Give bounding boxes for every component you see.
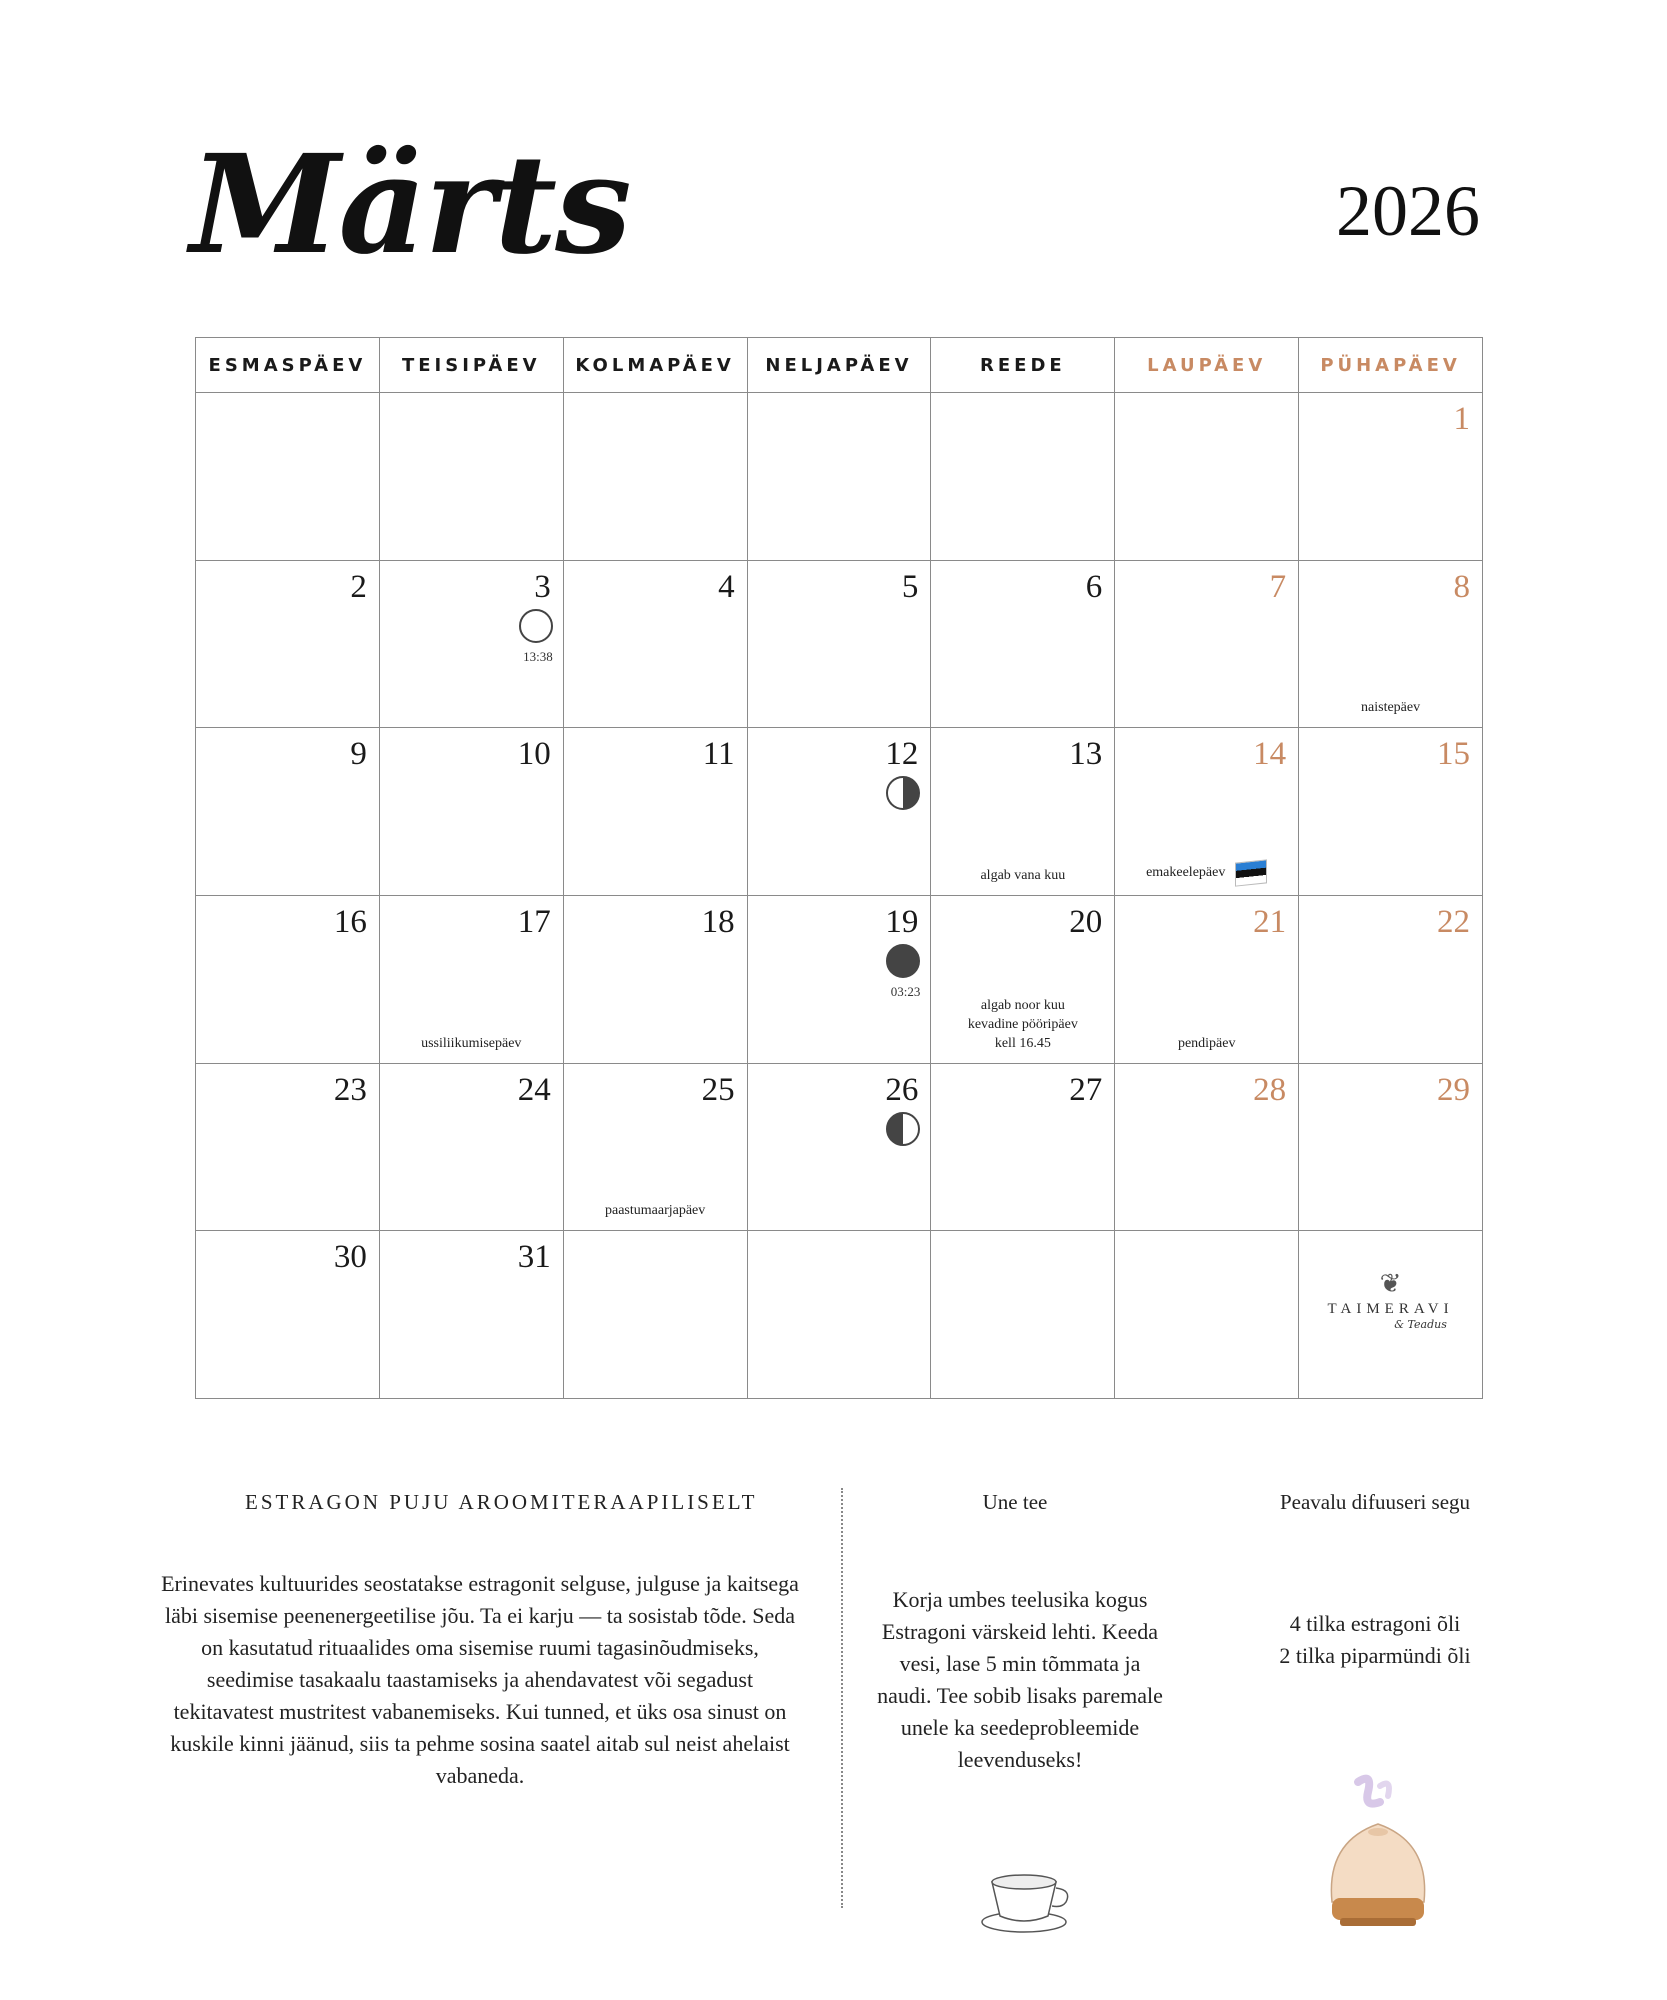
moon-time: 13:38 — [523, 648, 553, 664]
day-cell — [564, 728, 748, 896]
moon-phase-icon — [886, 1112, 920, 1146]
leaf-icon: ❦ — [1379, 1269, 1402, 1300]
day-number: 28 — [1253, 1071, 1287, 1108]
day-number: 26 — [885, 1071, 919, 1108]
day-cell — [380, 728, 564, 896]
calendar-grid — [195, 337, 1483, 1399]
day-cell — [380, 393, 564, 561]
day-cell — [380, 1064, 564, 1232]
day-note — [931, 996, 1114, 1053]
day-note — [931, 866, 1114, 885]
day-number: 21 — [1253, 904, 1287, 940]
day-cell — [1299, 393, 1483, 561]
day-cell — [748, 393, 932, 561]
day-number: 13 — [1069, 736, 1103, 773]
day-number: 10 — [517, 736, 551, 773]
weekday-header: PÜHAPÄEV — [1299, 338, 1483, 393]
tea-text: Korja umbes teelusika kogus Estragoni värskeid lehti. Keeda vesi, lase 5 min tõmmata ja naudi. Tee sobib lisaks paremale unele ka seedeprobleemide leevenduseks! — [877, 1587, 1163, 1772]
diffuser-text: 4 tilka estragoni õli 2 tilka piparmündi õli — [1279, 1611, 1471, 1668]
day-note — [1299, 698, 1482, 717]
day-cell — [196, 728, 380, 896]
day-number: 7 — [1269, 568, 1287, 605]
day-number: 4 — [718, 568, 735, 605]
weekday-header: REEDE — [931, 338, 1115, 393]
day-cell — [380, 896, 564, 1064]
day-cell — [564, 1064, 748, 1232]
day-cell — [380, 561, 564, 729]
day-cell — [931, 1064, 1115, 1232]
day-number: 29 — [1437, 1071, 1470, 1108]
day-cell — [1299, 1064, 1483, 1232]
day-number: 15 — [1437, 736, 1470, 773]
day-number: 12 — [885, 736, 919, 773]
day-number: 9 — [350, 736, 367, 773]
day-cell — [748, 561, 932, 729]
diffuser-title: Peavalu difuuseri segu — [1279, 1490, 1471, 1514]
day-number: 31 — [517, 1239, 551, 1276]
year-label: 2026 — [1336, 171, 1480, 251]
weekday-header: LAUPÄEV — [1115, 338, 1299, 393]
day-cell — [748, 728, 932, 896]
logo-sub: & Teadus — [1394, 1318, 1447, 1332]
day-number: 25 — [701, 1071, 735, 1108]
day-cell — [1115, 1064, 1299, 1232]
day-cell — [748, 1231, 932, 1399]
day-note-text: ussiliikumisepäev — [421, 1035, 522, 1051]
day-number: 30 — [333, 1239, 367, 1276]
day-number: 16 — [333, 904, 367, 940]
aromatherapy-title: ESTRAGON PUJU AROOMITERAAPILISELT — [245, 1490, 758, 1514]
day-number: 11 — [702, 736, 735, 773]
day-cell — [196, 896, 380, 1064]
day-cell — [196, 561, 380, 729]
day-number: 14 — [1253, 736, 1287, 773]
day-number: 1 — [1453, 401, 1470, 437]
day-cell — [564, 561, 748, 729]
day-number: 19 — [885, 904, 919, 940]
day-cell — [748, 1064, 932, 1232]
day-number: 6 — [1085, 568, 1103, 605]
day-number: 22 — [1437, 904, 1470, 940]
day-note-text: naistepäev — [1361, 700, 1421, 716]
day-number: 24 — [517, 1071, 551, 1108]
day-note-text: paastumaarjapäev — [604, 1203, 706, 1219]
day-number: 17 — [517, 904, 551, 940]
day-cell — [1115, 728, 1299, 896]
aromatherapy-text: Erinevates kultuurides seostatakse estragonit selguse, julguse ja kaitsega läbi sisemise peenenergeetilise jõu. Ta ei karju — ta sosistab tõde. Seda on kasutatud rituaalides oma sisemise ruumi tagasinõudmiseks, seedimise tasakaalu taastamiseks ja ahendavatest või segadust tekitavatest mustritest vabanemiseks. Kui tunned, et üks osa sinust on kuskile kinni jäänud, siis ta pehme sosina saatel aitab sul neist ahelaist vabaneda. — [161, 1571, 799, 1788]
logo-brand: TAIMERAVI — [1327, 1301, 1454, 1318]
day-cell — [1115, 393, 1299, 561]
day-cell — [931, 1231, 1115, 1399]
weekday-header: NELJAPÄEV — [748, 338, 932, 393]
moon-phase-icon — [886, 776, 920, 810]
day-number: 2 — [350, 568, 367, 605]
day-note-text: algab vana kuu — [980, 868, 1066, 883]
moon-time: 03:23 — [890, 984, 921, 999]
day-cell — [1299, 896, 1483, 1064]
day-cell — [1299, 728, 1483, 896]
weekday-header: ESMASPÄEV — [196, 338, 380, 393]
day-cell — [1115, 561, 1299, 729]
day-cell — [196, 1064, 380, 1232]
moon-phase-icon — [519, 609, 553, 643]
day-number: 18 — [701, 904, 735, 940]
brand-logo — [1299, 1269, 1482, 1331]
day-cell — [196, 1231, 380, 1399]
estonian-flag-icon — [1235, 859, 1267, 886]
day-number: 23 — [333, 1071, 367, 1108]
day-cell — [748, 896, 932, 1064]
teacup-icon — [978, 1866, 1076, 1936]
day-note-text: emakeelepäev — [1146, 865, 1226, 881]
day-cell — [1299, 561, 1483, 729]
diffuser-icon — [1318, 1772, 1438, 1942]
day-cell — [931, 561, 1115, 729]
day-number: 5 — [901, 568, 919, 605]
day-cell — [1115, 896, 1299, 1064]
day-cell — [1115, 1231, 1299, 1399]
day-number: 20 — [1069, 904, 1103, 940]
day-cell — [1299, 1231, 1483, 1399]
day-cell — [931, 896, 1115, 1064]
day-number: 27 — [1069, 1071, 1103, 1108]
day-number: 3 — [534, 568, 551, 605]
weekday-header: TEISIPÄEV — [380, 338, 564, 393]
day-note — [380, 1034, 563, 1053]
day-note-text: algab noor kuu kevadine pööripäev kell 16.45 — [967, 997, 1078, 1051]
day-cell — [564, 1231, 748, 1399]
day-cell — [931, 728, 1115, 896]
day-note — [1115, 1034, 1298, 1053]
day-cell — [564, 896, 748, 1064]
day-note — [1115, 861, 1298, 885]
day-cell — [196, 393, 380, 561]
tea-title: Une tee — [982, 1490, 1048, 1514]
weekday-header: KOLMAPÄEV — [564, 338, 748, 393]
month-title: Märts — [190, 125, 630, 285]
day-note-text: pendipäev — [1177, 1035, 1236, 1051]
day-note — [564, 1201, 747, 1220]
section-divider — [841, 1488, 843, 1908]
day-cell — [564, 393, 748, 561]
day-number: 8 — [1453, 568, 1470, 605]
day-cell — [931, 393, 1115, 561]
moon-phase-icon — [886, 944, 920, 978]
day-cell — [380, 1231, 564, 1399]
